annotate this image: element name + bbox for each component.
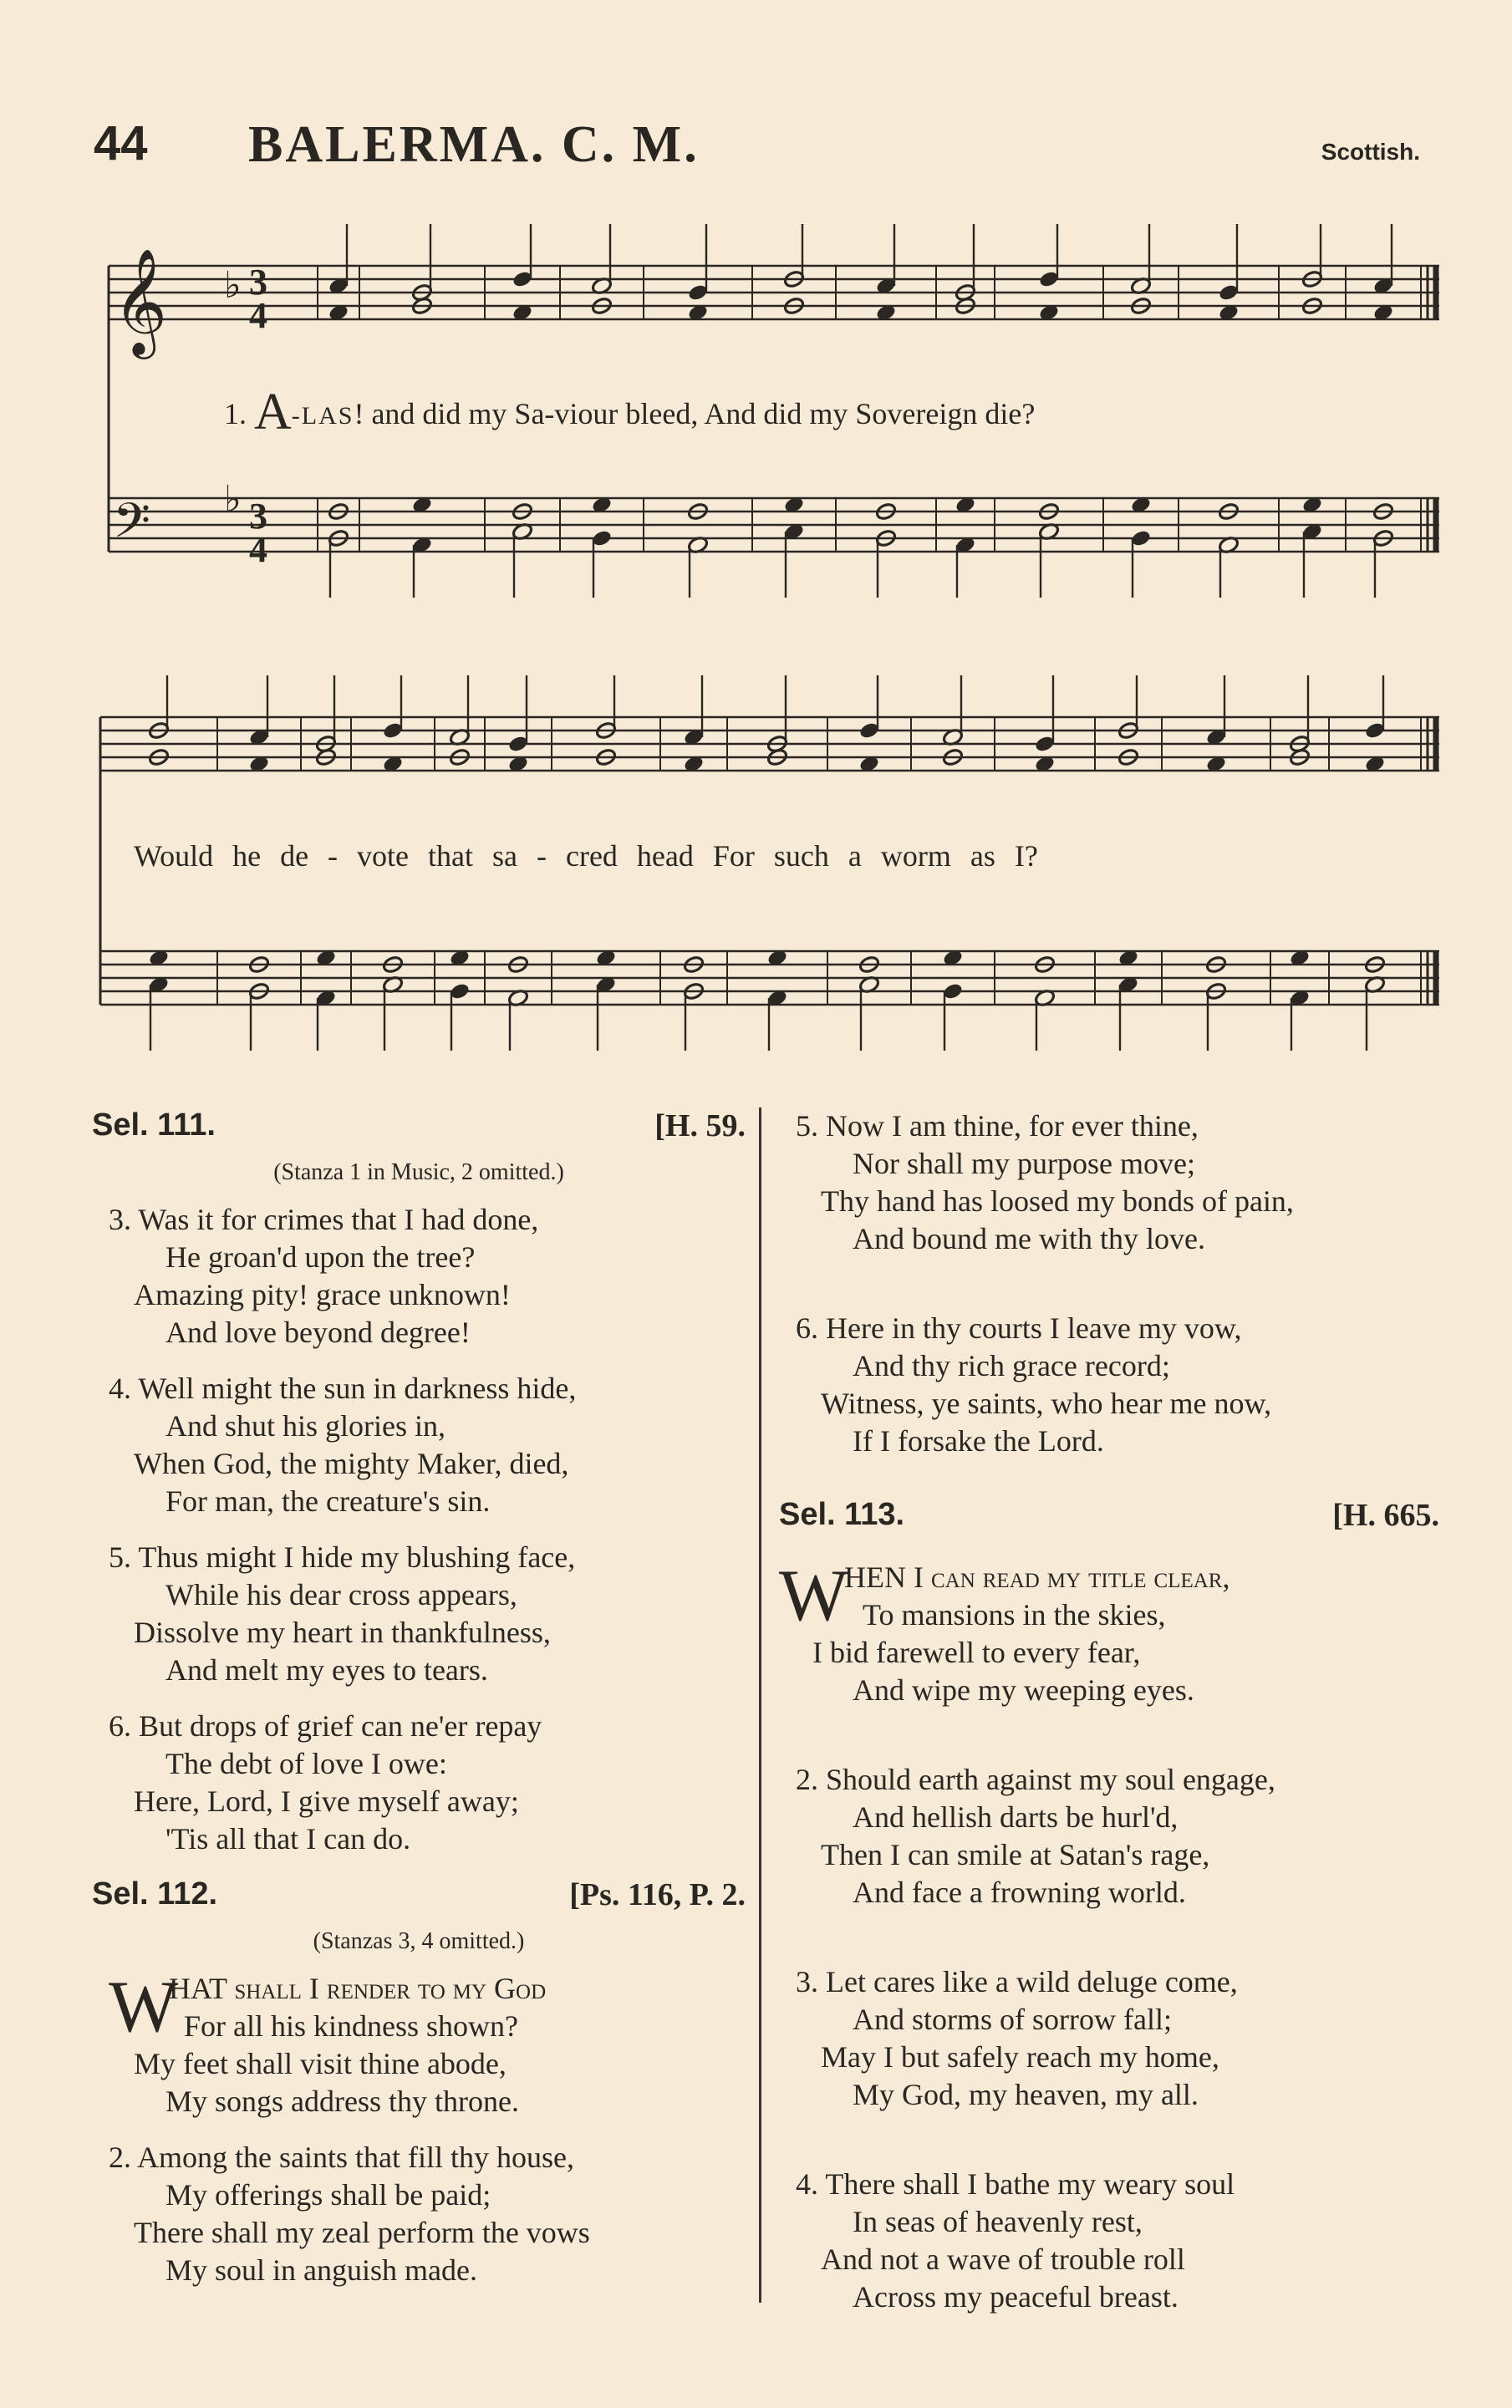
sel-111-note: (Stanza 1 in Music, 2 omitted.) (273, 1159, 564, 1185)
svg-text:𝄢: 𝄢 (113, 492, 151, 561)
sel-113-stanza-3: 3. Let cares like a wild deluge come, And storms of sorrow fall; May I but safely reach my home, My God, my heaven, my all. (796, 1965, 1238, 2111)
svg-text:♭: ♭ (224, 478, 242, 521)
sel-111-stanza-5: 5. Thus might I hide my blushing face, While his dear cross appears, Dissolve my heart in thankfulness, And melt my eyes to tears. (109, 1540, 576, 1687)
sel-112-ref: [Ps. 116, P. 2. (569, 1877, 746, 1912)
sel-113-stanza-4: 4. There shall I bathe my weary soul In seas of heavenly rest, And not a wave of trouble roll Across my peaceful breast. (796, 2167, 1235, 2314)
sel-113-ref: [H. 665. (1332, 1498, 1439, 1533)
sel-113-stanza-2: 2. Should earth against my soul engage, And hellish darts be hurl'd, Then I can smile at Satan's rage, And face a frowning world. (796, 1763, 1275, 1909)
sel-113-heading (779, 1497, 1439, 1544)
music-score (0, 0, 1512, 1070)
column-divider (759, 1107, 761, 2303)
sel-113-name: Sel. 113. (779, 1497, 905, 1532)
sel-112-stanza-5: 5. Now I am thine, for ever thine, Nor shall my purpose move; Thy hand has loosed my bonds of pain, And bound me with thy love. (796, 1109, 1294, 1255)
sel-112-heading (92, 1876, 746, 1923)
treble-time-top: 3 (249, 262, 267, 303)
svg-text:♭: ♭ (224, 264, 242, 307)
sel-112-stanza-6: 6. Here in thy courts I leave my vow, And thy rich grace record; Witness, ye saints, who hear me now, If I forsake the Lord. (796, 1311, 1272, 1458)
sel-111-stanza-3: 3. Was it for crimes that I had done, He groan'd upon the tree? Amazing pity! grace unknown! And love beyond degree! (109, 1203, 539, 1349)
sel-111-stanza-4: 4. Well might the sun in darkness hide, And shut his glories in, When God, the mighty Maker, died, For man, the creature's sin. (109, 1372, 577, 1518)
drop-cap: W (109, 1967, 179, 2048)
bass-time-top: 3 (249, 496, 267, 537)
treble-time-bottom: 4 (249, 295, 267, 336)
tune-origin: Scottish. (1321, 139, 1420, 165)
page-number: 44 (94, 116, 148, 171)
svg-text:𝄞: 𝄞 (113, 247, 168, 354)
sel-112-note: (Stanzas 3, 4 omitted.) (313, 1928, 525, 1954)
right-column (779, 1107, 1439, 2334)
lyrics-line-2: Would he de - vote that sa - cred head For such a worm as I? (134, 839, 1038, 873)
sel-112-stanza-1: W HAT shall I render to my God For all his kindness shown? My feet shall visit thine abode, My songs address thy throne. (109, 1967, 547, 2118)
sel-111-name: Sel. 111. (92, 1107, 216, 1143)
sel-112-stanza-2: 2. Among the saints that fill thy house, My offerings shall be paid; There shall my zeal perform the vows My soul in anguish made. (109, 2141, 590, 2287)
drop-cap: W (779, 1555, 849, 1637)
sel-111-ref: [H. 59. (654, 1108, 746, 1143)
left-column (92, 1107, 746, 2308)
tune-title: BALERMA. C. M. (248, 116, 700, 173)
sel-112-name: Sel. 112. (92, 1876, 218, 1912)
sel-113-stanza-1: W HEN I can read my title clear, To mansions in the skies, I bid farewell to every fear, And wipe my weeping eyes. (779, 1555, 1230, 1707)
lyrics-line-1: 1. A-LAS! and did my Sa-viour bleed, And did my Sovereign die? (224, 384, 1036, 440)
sel-111-heading (92, 1107, 746, 1154)
sel-111-stanza-6: 6. But drops of grief can ne'er repay The debt of love I owe: Here, Lord, I give myself away; 'Tis all that I can do. (109, 1709, 542, 1856)
bass-time-bottom: 4 (249, 529, 267, 570)
